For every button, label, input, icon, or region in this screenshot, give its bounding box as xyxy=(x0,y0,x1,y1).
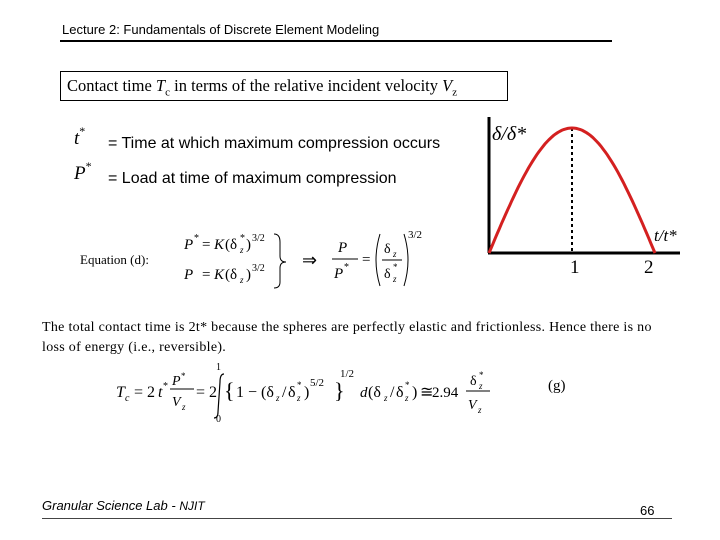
svg-text:d: d xyxy=(360,385,368,401)
svg-text:δ: δ xyxy=(288,384,296,401)
svg-text:): ) xyxy=(246,237,251,253)
svg-text:=: = xyxy=(362,252,371,268)
svg-text:*: * xyxy=(163,381,168,392)
svg-text:V: V xyxy=(172,395,181,410)
svg-text:P: P xyxy=(184,267,194,283)
svg-text:c: c xyxy=(125,393,130,404)
page-number: 66 xyxy=(640,503,655,518)
svg-text:1 − (δ: 1 − (δ xyxy=(236,384,274,401)
svg-text:): ) xyxy=(304,384,310,401)
svg-text:z: z xyxy=(182,402,186,412)
slide-title-box xyxy=(60,71,508,101)
svg-text:3/2: 3/2 xyxy=(252,263,265,274)
svg-text:z: z xyxy=(384,393,388,403)
svg-text:=: = xyxy=(202,267,211,283)
svg-text:P: P xyxy=(338,240,348,256)
svg-text:P: P xyxy=(184,237,194,253)
svg-text:*: * xyxy=(181,371,186,381)
svg-text:= 2: = 2 xyxy=(134,384,156,401)
contact-time-paragraph: The total contact time is 2t* because the spheres are perfectly elastic and frictionless. Hence there is no loss of energy (i.e., reversible). xyxy=(42,320,652,355)
svg-text:(δ: (δ xyxy=(225,237,238,253)
definition-p-star xyxy=(74,159,92,185)
svg-text:3/2: 3/2 xyxy=(252,233,265,244)
svg-text:V: V xyxy=(468,398,477,413)
svg-text:/: / xyxy=(282,384,287,401)
svg-text:5/2: 5/2 xyxy=(310,377,325,389)
footer-lab-name: Granular Science Lab xyxy=(42,498,168,513)
definition-p-text: = Load at time of maximum compression xyxy=(108,170,397,187)
svg-text:1/2: 1/2 xyxy=(340,368,355,380)
svg-text:δ: δ xyxy=(470,374,477,389)
svg-text:(δ: (δ xyxy=(225,267,238,283)
equation-g-constant: 2.94 xyxy=(432,385,459,401)
svg-text:{: { xyxy=(224,378,235,403)
header-divider xyxy=(60,40,612,42)
lecture-number: Lecture 2 xyxy=(62,22,117,37)
svg-text:z: z xyxy=(405,393,409,403)
svg-text:z: z xyxy=(393,274,397,284)
svg-text:*: * xyxy=(344,262,349,273)
svg-text:δ: δ xyxy=(396,384,404,401)
svg-text:z: z xyxy=(276,393,280,403)
svg-text:K: K xyxy=(214,267,225,283)
svg-text:=: = xyxy=(202,237,211,253)
equation-g-label: (g) xyxy=(548,378,566,394)
x-tick-1: 1 xyxy=(570,257,580,278)
svg-text:δ: δ xyxy=(384,242,391,257)
title-vz-sub: z xyxy=(452,86,458,99)
svg-text:⇒: ⇒ xyxy=(302,250,318,270)
svg-text:z: z xyxy=(240,245,244,255)
title-tc: T xyxy=(155,76,166,95)
compression-plot xyxy=(478,112,698,282)
def-symbol: P xyxy=(74,163,86,184)
svg-text:δ: δ xyxy=(384,267,391,282)
footer-institution: NJIT xyxy=(179,499,205,513)
lecture-topic: : Fundamentals of Discrete Element Modeling xyxy=(116,22,380,37)
title-vz: V xyxy=(442,76,453,95)
svg-text:z: z xyxy=(479,381,483,391)
title-middle: in terms of the relative incident velocity xyxy=(169,76,443,95)
svg-text:3/2: 3/2 xyxy=(408,229,423,241)
title-tc-sub: c xyxy=(165,86,170,99)
svg-text:1: 1 xyxy=(216,362,221,373)
footer-divider xyxy=(42,518,672,519)
equation-g xyxy=(112,362,492,424)
y-axis-label: δ/δ* xyxy=(492,123,527,145)
svg-text:0: 0 xyxy=(216,414,221,424)
svg-text:/: / xyxy=(390,384,395,401)
x-axis-label: t/t* xyxy=(654,226,677,245)
equation-d-label: Equation (d): xyxy=(80,252,149,267)
svg-text:z: z xyxy=(393,249,397,259)
svg-text:): ) xyxy=(246,267,251,283)
svg-text:K: K xyxy=(214,237,225,253)
lecture-header xyxy=(62,22,379,37)
definition-t-star xyxy=(74,124,86,150)
def-sup: * xyxy=(85,159,92,173)
svg-text:z: z xyxy=(478,405,482,415)
footer-lab xyxy=(42,498,205,513)
svg-text:}: } xyxy=(334,378,345,403)
svg-text:*: * xyxy=(240,233,245,244)
svg-text:z: z xyxy=(240,275,244,285)
svg-text:): ) xyxy=(412,384,418,401)
svg-text:*: * xyxy=(393,262,398,272)
x-tick-2: 2 xyxy=(644,257,654,278)
svg-text:*: * xyxy=(405,380,410,390)
equation-d xyxy=(180,222,440,294)
svg-text:P: P xyxy=(172,374,181,389)
def-sup: * xyxy=(79,124,86,138)
svg-text:t: t xyxy=(158,384,163,401)
svg-text:z: z xyxy=(297,393,301,403)
svg-text:P: P xyxy=(334,266,344,282)
svg-text:T: T xyxy=(116,384,125,401)
def-symbol: t xyxy=(74,128,80,149)
svg-text:*: * xyxy=(297,380,302,390)
svg-text:= 2: = 2 xyxy=(196,384,218,401)
footer-separator: - xyxy=(167,498,180,513)
svg-text:*: * xyxy=(479,370,484,380)
svg-text:≅: ≅ xyxy=(420,384,434,401)
svg-text:(δ: (δ xyxy=(368,384,381,401)
title-prefix: Contact time xyxy=(67,76,156,95)
svg-text:*: * xyxy=(194,233,199,244)
definition-t-text: = Time at which maximum compression occurs xyxy=(108,135,441,152)
